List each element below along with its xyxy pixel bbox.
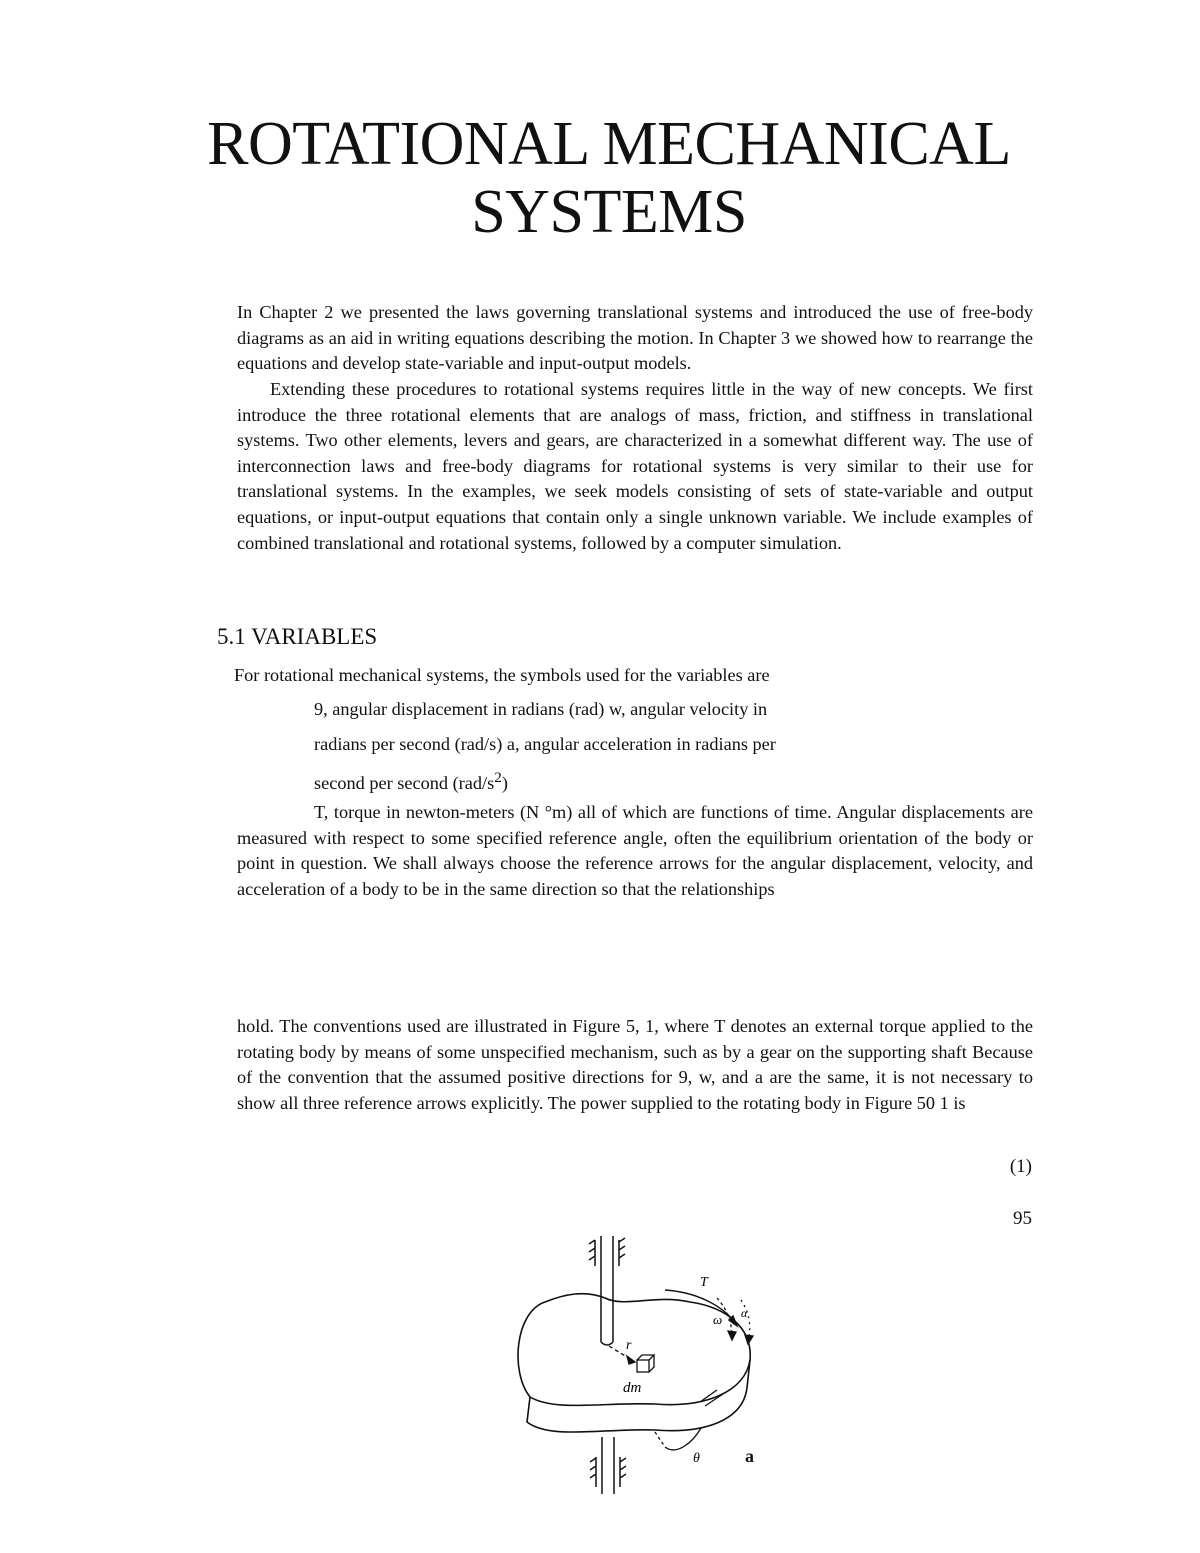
mass-label: dm [623, 1380, 642, 1396]
equation-number: (1) [1009, 1156, 1032, 1177]
torque-paragraph: T, torque in newton-meters (N °m) all of which are functions of time. Angular displacements are measured with respect to some specified reference angle, often the equilibrium orientation of the body or point in question. We shall always choose the reference arrows for the angular displacement, velocity, and acceleration of a body to be in the same direction so that the relationships [237, 802, 1033, 899]
variable-line-2: radians per second (rad/s) a, angular acceleration in radians per [314, 734, 776, 754]
mass-element-icon [637, 1355, 654, 1372]
section-heading: 5.1 VARIABLES [217, 624, 378, 649]
torque-arrow [665, 1290, 737, 1326]
theta-reference-icon [655, 1390, 723, 1450]
variable-line-1: 9, angular displacement in radians (rad) w, angular velocity in [314, 699, 768, 719]
alpha-label: α [741, 1306, 748, 1320]
conventions-paragraph: hold. The conventions used are illustrated in Figure 5, 1, where T denotes an external torque applied to the rotating body by means of some unspecified mechanism, such as by a gear on the supporting shaft Because of the convention that the assumed positive directions for 9, w, and a are the same, it is not necessary to show all three reference arrows explicitly. The power supplied to the rotating body in Figure 50 1 is [237, 1016, 1033, 1113]
bottom-bearing-icon [590, 1457, 626, 1487]
top-bearing-icon [589, 1238, 625, 1266]
page-number: 95 [1013, 1208, 1032, 1229]
variable-line-3 [314, 765, 508, 796]
intro-paragraph-1: In Chapter 2 we presented the laws governing translational systems and introduced the use of free-body diagrams as an aid in writing equations describing the motion. In Chapter 3 we showed how to rearrange the equations and develop state-variable and input-output models. [237, 302, 1033, 374]
page-title-line-1: ROTATIONAL MECHANICAL [207, 110, 1011, 178]
radius-label: r [626, 1338, 632, 1353]
figure-panel-label: a [745, 1446, 754, 1466]
page-title-line-2: SYSTEMS [471, 178, 747, 246]
rotating-body-diagram [505, 1232, 775, 1532]
intro-paragraph-2: Extending these procedures to rotational systems requires little in the way of new concepts. We first introduce the three rotational elements that are analogs of mass, friction, and stiffness in translational systems. Two other elements, levers and gears, are characterized in a somewhat different way. The use of interconnection laws and free-body diagrams for rotational systems is very similar to their use for translational systems. In the examples, we seek models consisting of sets of state-variable and output equations, or input-output equations that contain only a single unknown variable. We include examples of combined translational and rotational systems, followed by a computer simulation. [237, 379, 1033, 553]
shaft [601, 1236, 614, 1494]
theta-label: θ [693, 1451, 700, 1466]
variable-line-3-close: ) [501, 773, 508, 794]
variable-line-3-text: second per second (rad/s [314, 773, 495, 794]
omega-label: ω [713, 1312, 723, 1327]
rotating-body-figure [505, 1232, 775, 1532]
variable-line-3-superscript: 2 [494, 769, 502, 786]
variables-lead-text: For rotational mechanical systems, the symbols used for the variables are [234, 665, 770, 685]
torque-label: T [700, 1275, 708, 1290]
